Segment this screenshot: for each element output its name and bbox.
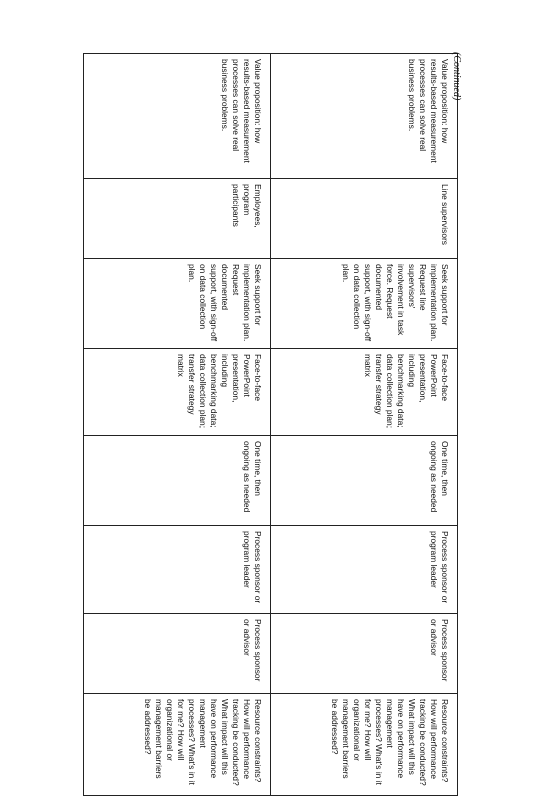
- table-cell-concerns: Resource constraints? How will performance tracking be conducted? What impact will this have on performance management processes? What's in it for me? How will organizational or management barriers be addressed?: [271, 694, 458, 796]
- table-cell-method: Face-to-face PowerPoint presentation, including benchmarking data; data collection plan; transfer strategy matrix: [271, 349, 458, 436]
- table-cell-message: Value proposition: how results-based measurement processes can solve real business problems.: [271, 54, 458, 179]
- table-cell-concerns: Resource constraints? How will performance tracking be conducted? What impact will this have on performance management processes? What's in it for me? How will organizational or management barriers be addressed?: [84, 694, 271, 796]
- table-cell-owner: Process sponsor or program leader: [271, 526, 458, 614]
- table-cell-frequency: One time, then ongoing as needed: [271, 436, 458, 526]
- table-cell-objective: Seek support for implementation plan. Request documented support, with sign-off on data collection plan.: [84, 259, 271, 349]
- rotated-table-container: [83, 53, 458, 795]
- table-cell-method: Face-to-face PowerPoint presentation, including benchmarking data; data collection plan; transfer strategy matrix: [84, 349, 271, 436]
- communication-plan-table: [83, 53, 458, 796]
- table-cell-objective: Seek support for implementation plan. Request line supervisors' involvement in task force. Request documented support, with sign-off on data collection plan.: [271, 259, 458, 349]
- table-cell-support: Process sponsor or advisor: [271, 614, 458, 694]
- table-cell-audience: Line supervisors: [271, 179, 458, 259]
- table-cell-frequency: One time, then ongoing as needed: [84, 436, 271, 526]
- table-cell-audience: Employees, program participants: [84, 179, 271, 259]
- table-row: [271, 54, 458, 796]
- table-row: [84, 54, 271, 796]
- table-cell-owner: Process sponsor or program leader: [84, 526, 271, 614]
- continued-label: (Continued): [451, 52, 462, 101]
- table-cell-message: Value proposition: how results-based measurement processes can solve real business problems.: [84, 54, 271, 179]
- table-cell-support: Process sponsor or advisor: [84, 614, 271, 694]
